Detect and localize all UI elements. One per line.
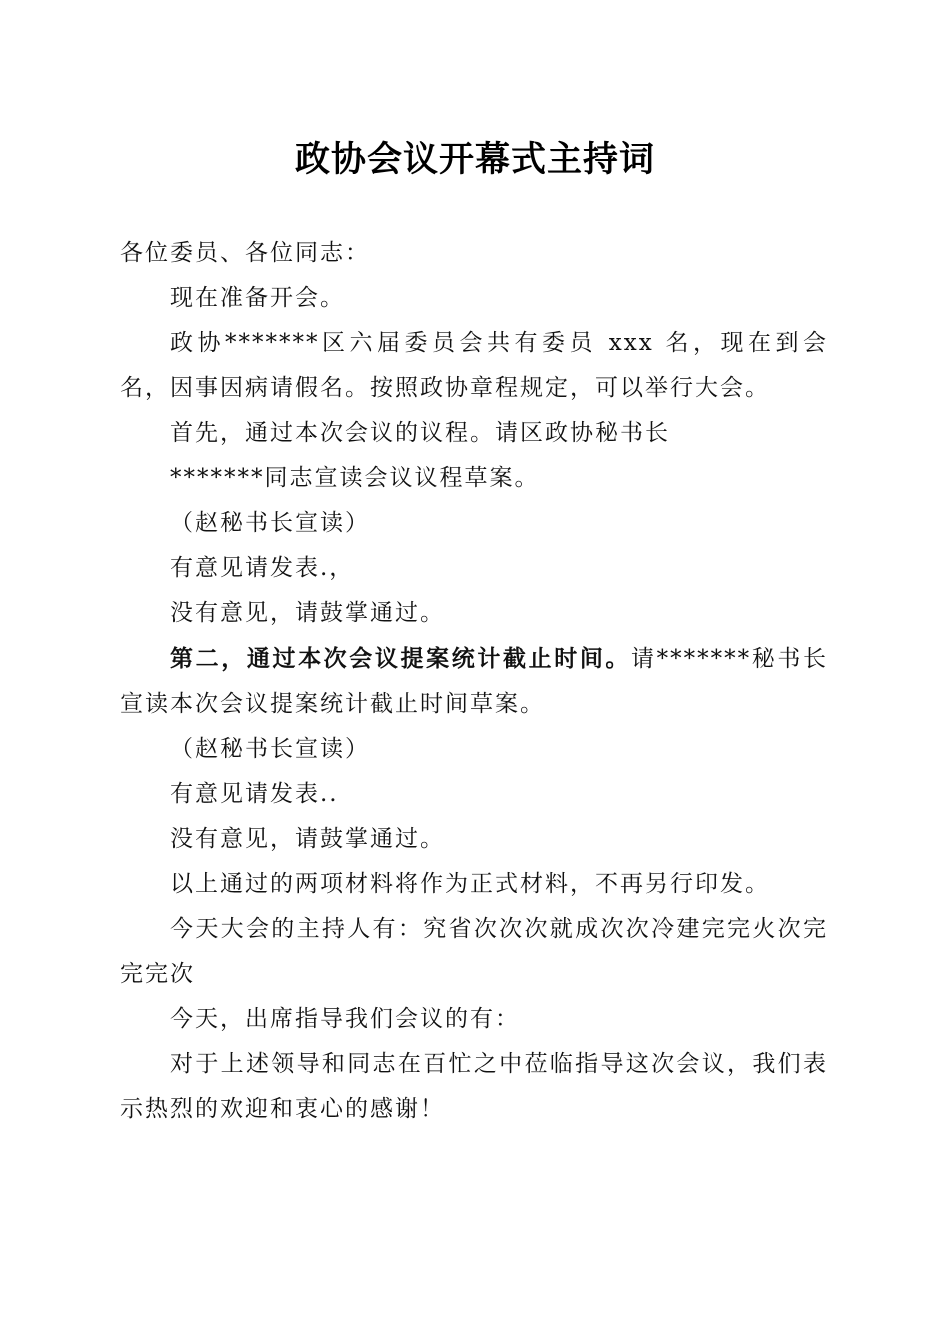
paragraph: 现在准备开会。: [170, 285, 345, 311]
salutation: 各位委员、各位同志：: [120, 240, 370, 266]
paragraph: 今天大会的主持人有：究省次次次就成次次冷建完完火次完完完次: [120, 916, 828, 987]
paragraph: 有意见请发表.，: [170, 555, 355, 581]
paragraph-second-item: [120, 636, 828, 727]
paragraph: 政协*******区六届委员会共有委员 xxx 名，现在到会名，因事因病请假名。按照政协章程规定，可以举行大会。: [120, 330, 828, 401]
paragraph: 没有意见，请鼓掌通过。: [170, 600, 445, 626]
second-item-lead: 第二，通过本次会议提案统计截止时间。: [170, 645, 632, 672]
paragraph: 没有意见，请鼓掌通过。: [170, 826, 445, 852]
second-item-rest: 请*******秘书长宣读本次会议提案统计截止时间草案。: [120, 646, 829, 717]
paragraph: （赵秘书长宣读）: [170, 510, 370, 536]
document-body: [120, 231, 828, 1132]
paragraph: 首先，通过本次会议的议程。请区政协秘书长: [170, 420, 670, 446]
paragraph: （赵秘书长宣读）: [170, 736, 370, 762]
paragraph: 今天，出席指导我们会议的有：: [170, 1006, 520, 1032]
paragraph: 对于上述领导和同志在百忙之中莅临指导这次会议，我们表示热烈的欢迎和衷心的感谢！: [120, 1051, 828, 1122]
document-title: 政协会议开幕式主持词: [294, 139, 655, 180]
paragraph: 以上通过的两项材料将作为正式材料，不再另行印发。: [170, 871, 770, 897]
paragraph: 有意见请发表..: [170, 781, 339, 807]
paragraph: *******同志宣读会议议程草案。: [170, 465, 540, 491]
